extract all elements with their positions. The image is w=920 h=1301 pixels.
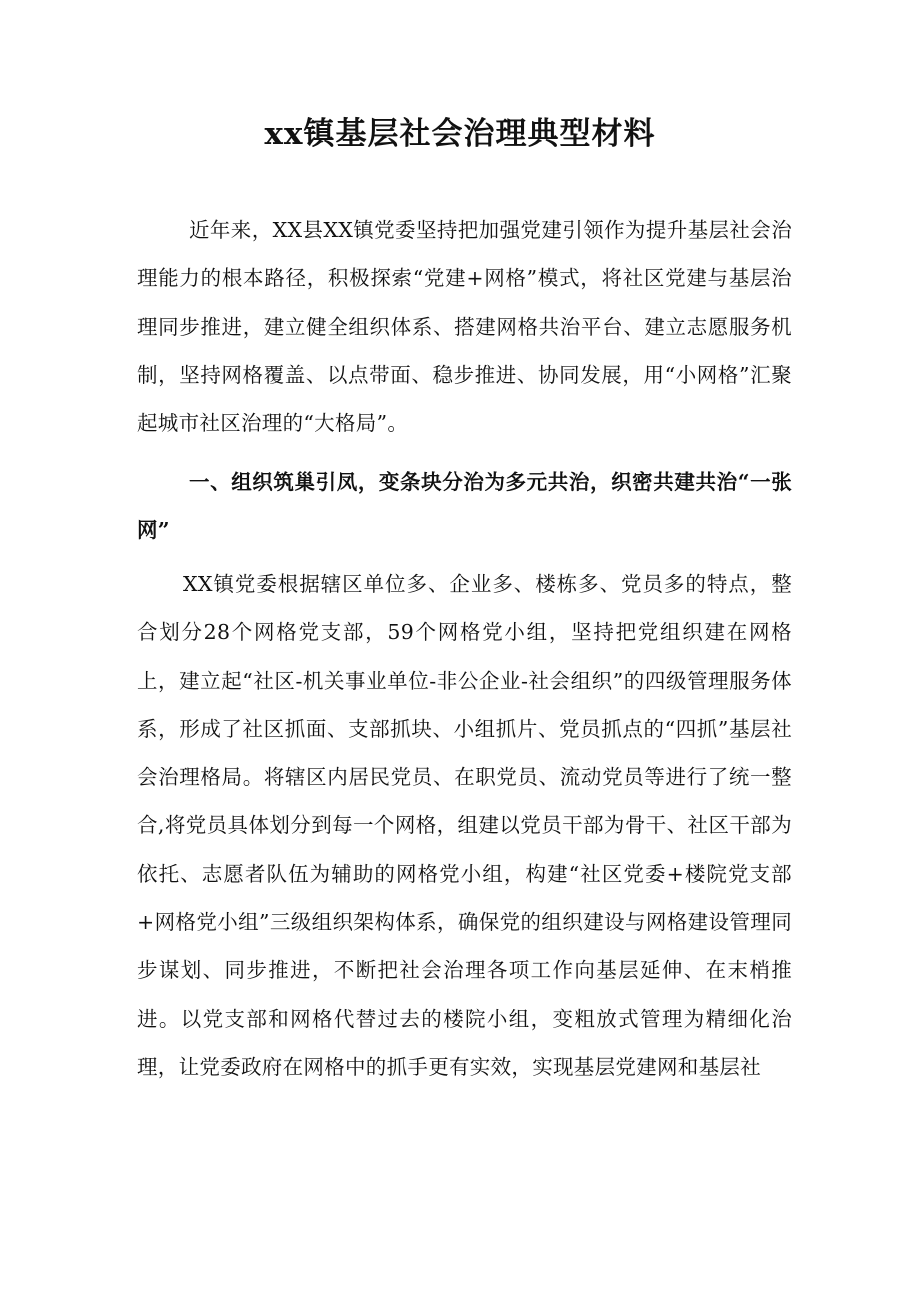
intro-paragraph: 近年来，XX县XX镇党委坚持把加强党建引领作为提升基层社会治理能力的根本路径，积极探索“党建+网格”模式，将社区党建与基层治理同步推进，建立健全组织体系、搭建网格共治平台、建立志愿服务机制，坚持网格覆盖、以点带面、稳步推进、协同发展，用“小网格”汇聚起城市社区治理的“大格局”。 bbox=[137, 218, 792, 436]
section-heading-1: 一、组织筑巢引凤，变条块分治为多元共治，织密共建共治“一张网” bbox=[137, 470, 792, 543]
section-1-paragraph: XX镇党委根据辖区单位多、企业多、楼栋多、党员多的特点，整合划分28个网格党支部，59个网格党小组，坚持把党组织建在网格上，建立起“社区-机关事业单位-非公企业-社会组织”的四级管理服务体系，形成了社区抓面、支部抓块、小组抓片、党员抓点的“四抓”基层社会治理格局。将辖区内居民党员、在职党员、流动党员等进行了统一整合,将党员具体划分到每一个网格，组建以党员干部为骨干、社区干部为依托、志愿者队伍为辅助的网格党小组，构建“社区党委+楼院党支部+网格党小组”三级组织架构体系，确保党的组织建设与网格建设管理同步谋划、同步推进，不断把社会治理各项工作向基层延伸、在末梢推进。以党支部和网格代替过去的楼院小组，变粗放式管理为精细化治理，让党委政府在网格中的抓手更有实效，实现基层党建网和基层社 bbox=[137, 572, 792, 1079]
document-title: xx镇基层社会治理典型材料 bbox=[264, 116, 656, 152]
